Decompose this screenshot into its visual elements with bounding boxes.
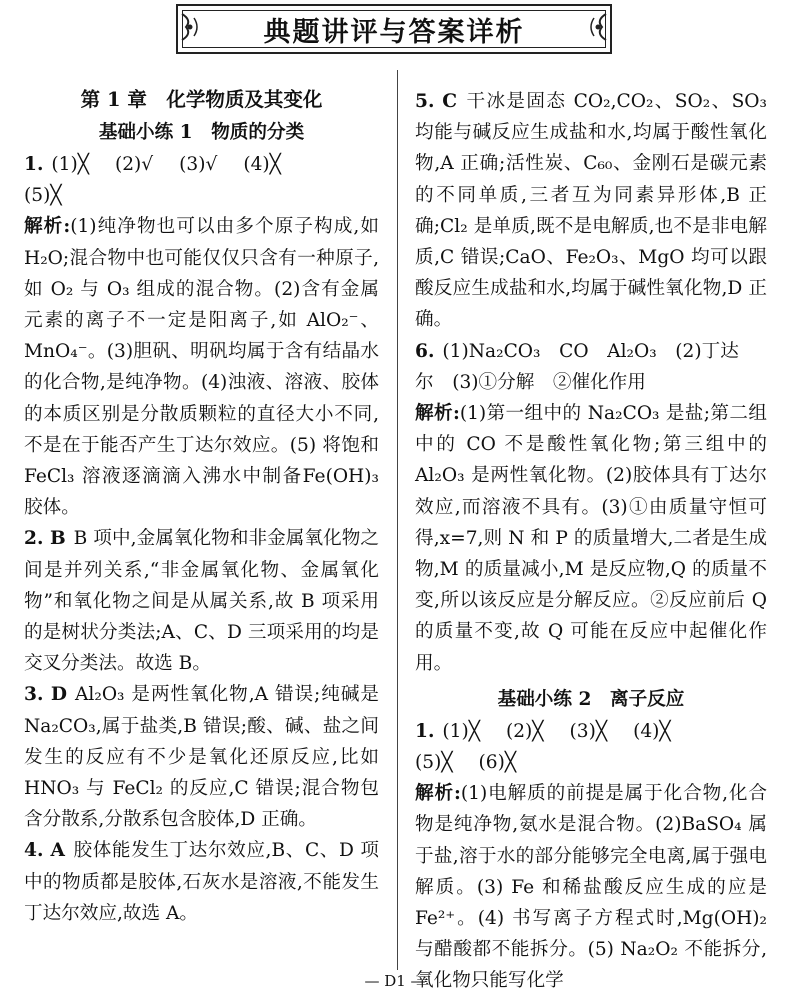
q1-answers-cont [24,180,379,211]
answer-text: (1)Na₂CO₃ CO Al₂O₃ (2)丁达 [442,340,739,362]
q1-explanation [24,211,379,523]
explanation-text: (1)纯净物也可以由多个原子构成,如 H₂O;混合物中也可能仅仅只含有一种原子,如 O₂ 与 O₃ 组成的混合物。(2)含有金属元素的离子不一定是阳离子,如 AlO₂⁻、MnO₄⁻。(3)胆矾、明矾均属于含有结晶水的化合物,是纯净物。(4)浊液、溶液、胶体的本质区别是分散质颗粒的直径大小不同,不是在于能否产生丁达尔效应。(5) 将饱和 FeCl₃ 溶液逐滴滴入沸水中制备Fe(OH)₃胶体。 [24,216,379,519]
question-number: 4. A [24,840,65,862]
question-number: 5. C [415,91,458,112]
section-title-2: 基础小练 2 离子反应 [497,688,685,710]
section-title-1: 基础小练 1 物质的分类 [98,122,305,143]
explanation-text: (1)电解质的前提是属于化合物,化合物是纯净物,氨水是混合物。(2)BaSO₄ 属于盐,溶于水的部分能够完全电离,属于强电解质。(3) Fe 和稀盐酸反应生成的应是 Fe²⁺。(4) 书写离子方程式时,Mg(OH)₂ 与醋酸都不能拆分。(5) Na₂O₂ 不能拆分,氧化物只能写化学 [415,783,768,992]
answer-item: (5)╳ [415,752,453,774]
s2-q1-explanation [415,778,767,996]
q1-answers [24,149,379,180]
explanation-text: B 项中,金属氧化物和非金属氧化物之间是并列关系,“非金属氧化物、金属氧化物”和氧化物之间是从属关系,故 B 项采用的是树状分类法;A、C、D 三项采用的均是交叉分类法。故选 B。 [24,528,379,675]
question-number: 3. D [24,684,67,706]
q3-block [24,679,379,835]
header-banner [176,4,612,54]
answer-item: (2)√ [114,154,154,175]
s2-q1-answers [415,716,767,747]
explanation-label: 解析: [415,403,460,425]
answer-item: (4)╳ [243,154,281,175]
q5-block [415,86,767,336]
explanation-text: (1)第一组中的 Na₂CO₃ 是盐;第二组中的 CO 不是酸性氧化物;第三组中的 Al₂O₃ 是两性氧化物。(2)胶体具有丁达尔效应,而溶液不具有。(3)①由质量守恒可得,x=7,则 N 和 P 的质量增大,二者是生成物,M 的质量减小,M 是反应物,Q 的质量不变,所以该反应是分解反应。②反应前后 Q 的质量不变,故 Q 可能在反应中起催化作用。 [415,403,767,674]
question-number: 1. [24,154,44,175]
q2-block [24,523,379,679]
question-number: 2. B [24,528,66,550]
chapter-title: 第 1 章 化学物质及其变化 [80,88,323,111]
explanation-text: Al₂O₃ 是两性氧化物,A 错误;纯碱是 Na₂CO₃,属于盐类,B 错误;酸、碱、盐之间发生的反应有不少是氧化还原反应,比如 HNO₃ 与 FeCl₂ 的反应,C 错误;混合物包含分散系,分散系包含胶体,D 正确。 [24,684,380,831]
answer-item: (3)√ [179,154,218,175]
s2-q1-answers-cont [415,747,767,778]
left-column [24,84,379,929]
q6-answers-cont [415,367,767,398]
header-title: 典题讲评与答案详析 [263,16,525,48]
question-number: 1. [415,720,435,742]
q4-block [24,835,379,929]
answer-text: 尔 (3)①分解 ②催化作用 [415,371,646,393]
q6-explanation [415,398,767,679]
answer-item: (2)╳ [505,720,544,742]
question-number: 6. [415,340,435,362]
column-divider [397,70,398,970]
answer-item: (4)╳ [633,720,671,742]
answer-item: (5)╳ [24,185,62,207]
answer-item: (6)╳ [478,752,517,774]
q6-answers [415,336,767,367]
answer-item: (1)╳ [51,154,89,175]
explanation-label: 解析: [24,216,71,238]
explanation-text: 胶体能发生丁达尔效应,B、C、D 项中的物质都是胶体,石灰水是溶液,不能发生丁达尔效应,故选 A。 [24,840,379,924]
page-number: — D1 — [364,972,426,990]
right-column [415,86,767,997]
explanation-text: 干冰是固态 CO₂,CO₂、SO₂、SO₃ 均能与碱反应生成盐和水,均属于酸性氧化物,A 正确;活性炭、C₆₀、金刚石是碳元素的不同单质,三者互为同素异形体,B 正确;Cl₂ 是单质,既不是电解质,也不是非电解质,C 错误;CaO、Fe₂O₃、MgO 均可以跟酸反应生成盐和水,均属于碱性氧化物,D 正确。 [415,91,767,331]
answer-item: (3)╳ [569,720,608,742]
answer-item: (1)╳ [442,720,480,742]
right-ornament-icon [582,10,610,44]
explanation-label: 解析: [415,783,461,805]
